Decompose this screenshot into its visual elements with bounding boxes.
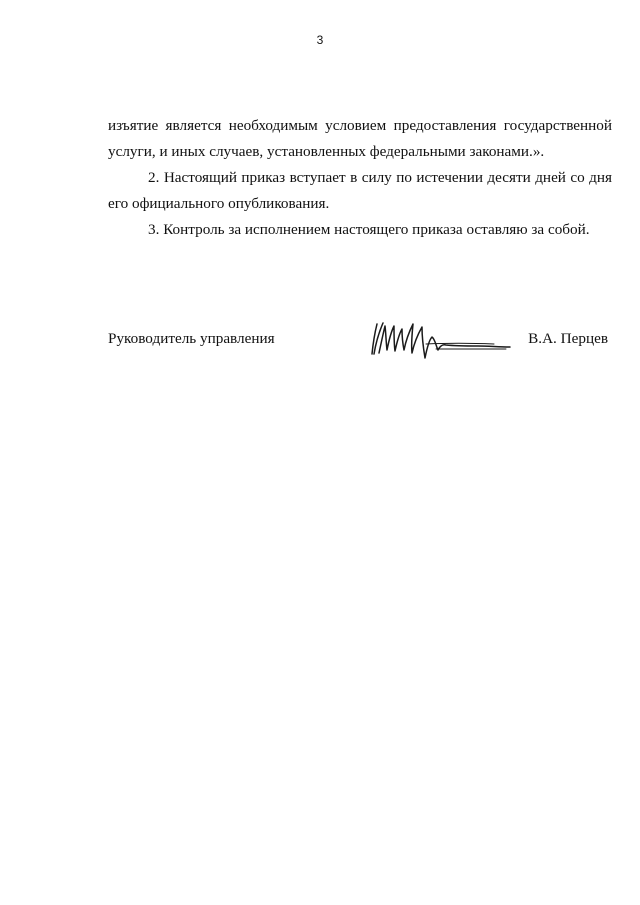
- signature-block: [108, 320, 612, 360]
- signatory-position: Руководитель управления: [108, 330, 275, 347]
- handwritten-signature: [366, 320, 514, 360]
- text-line: 2. Настоящий приказ вступает в силу по истечении десяти дней со дня: [148, 169, 612, 186]
- paragraph-item-2: [108, 165, 612, 217]
- page-number: 3: [316, 33, 324, 47]
- paragraph-continuation: [108, 113, 612, 165]
- text-line: услуги, и иных случаев, установленных федеральными законами.».: [108, 143, 545, 160]
- document-body: [108, 113, 612, 243]
- paragraph-item-3: [108, 217, 612, 243]
- text-line: его официального опубликования.: [108, 195, 330, 212]
- text-line: 3. Контроль за исполнением настоящего приказа оставляю за собой.: [148, 221, 590, 238]
- signatory-name: В.А. Перцев: [528, 330, 608, 347]
- text-line: изъятие является необходимым условием предоставления государственной: [108, 117, 612, 134]
